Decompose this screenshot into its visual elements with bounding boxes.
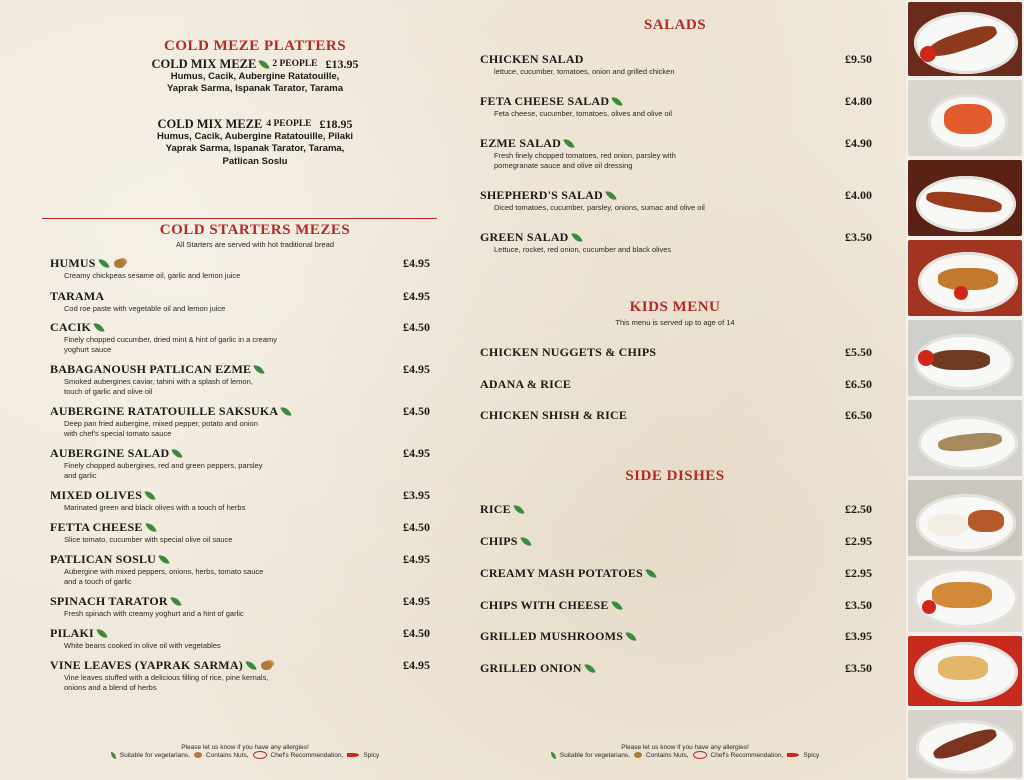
menu-item-price: £4.50: [403, 626, 430, 640]
menu-item-name: CHICKEN SHISH & RICE: [480, 408, 628, 422]
side-dishes-heading: SIDE DISHES: [625, 468, 725, 484]
menu-item: [480, 377, 810, 392]
leaf-icon: [144, 489, 155, 502]
legend-nuts: Contains Nuts,: [205, 751, 249, 759]
menu-item-description: Vine leaves stuffed with a delicious filling of rice, pine kernals,: [64, 673, 269, 682]
menu-item: [480, 629, 810, 644]
leaf-icon: [584, 662, 595, 675]
menu-item-name: TARAMA: [50, 289, 105, 303]
menu-item: [480, 534, 810, 549]
menu-item-name: FETTA CHEESE: [50, 520, 143, 534]
menu-item-row: [480, 136, 810, 151]
food-photo: [908, 480, 1022, 556]
cold-starters-heading: COLD STARTERS MEZES: [159, 222, 351, 238]
menu-item-name: GRILLED ONION: [480, 661, 582, 675]
nuts-icon: [261, 661, 272, 670]
menu-item-price: £4.90: [845, 136, 872, 150]
legend-right: [520, 744, 850, 759]
leaf-icon: [96, 627, 107, 640]
menu-item-price: £3.95: [403, 488, 430, 502]
chili-icon: [347, 753, 359, 757]
leaf-icon: [605, 189, 616, 202]
leaf-icon: [245, 659, 256, 672]
menu-item-name: CACIK: [50, 320, 92, 334]
menu-item-price: £4.95: [403, 594, 430, 608]
menu-item-price: £2.50: [845, 502, 872, 516]
menu-item-description: Finely chopped aubergines, red and green peppers, parsley: [64, 461, 263, 470]
platter-contents: Patlican Soslu: [222, 155, 288, 167]
legend-left: [80, 744, 410, 759]
menu-item-row: [480, 408, 810, 423]
cold-starters-note: All Starters are served with hot traditional bread: [176, 240, 334, 249]
menu-item: [50, 446, 380, 480]
menu-item-row: [50, 289, 380, 304]
platter-contents: Yaprak Sarma, Ispanak Tarator, Tarama,: [165, 143, 345, 154]
menu-item-name: CHIPS: [480, 534, 518, 548]
menu-item-row: [50, 520, 380, 535]
menu-item: [50, 488, 380, 513]
menu-item-name: ADANA & RICE: [480, 377, 572, 391]
leaf-icon: [611, 599, 622, 612]
nuts-icon: [194, 752, 202, 758]
menu-item-name: HUMUS: [50, 256, 96, 270]
legend-vegetarian: Suitable for vegetarians,: [119, 751, 190, 759]
menu-item-name: PATLICAN SOSLU: [50, 552, 157, 566]
menu-item-description: Diced tomatoes, cucumber, parsley, onions, sumac and olive oil: [494, 203, 705, 212]
platter-count: 4 PEOPLE: [266, 119, 312, 129]
cold-meze-platters-heading: COLD MEZE PLATTERS: [163, 38, 347, 54]
legend-spicy: Spicy: [363, 751, 380, 759]
menu-item: [480, 94, 810, 119]
menu-item: [50, 289, 380, 314]
allergy-note: Please let us know if you have any allergies!: [621, 744, 749, 751]
platter-contents: Yaprak Sarma, Ispanak Tarator, Tarama: [166, 83, 344, 94]
food-photo: [908, 320, 1022, 396]
menu-item-price: £3.50: [845, 598, 872, 612]
menu-item: [480, 408, 810, 423]
leaf-icon: [520, 535, 531, 548]
platter-2-people: [120, 58, 390, 96]
menu-item: [50, 552, 380, 586]
nuts-icon: [114, 259, 125, 268]
menu-item-row: [480, 534, 810, 549]
menu-item-name: BABAGANOUSH PATLICAN EZME: [50, 362, 252, 376]
menu-item-row: [50, 594, 380, 609]
platter-title: COLD MIX MEZE: [151, 57, 257, 71]
menu-item-description: Smoked aubergines caviar, tahini with a splash of lemon,: [64, 377, 253, 386]
menu-item: [480, 345, 810, 360]
menu-item: [50, 658, 380, 692]
menu-item-row: [480, 598, 810, 613]
leaf-icon: [254, 363, 265, 376]
platter-4-people: [110, 118, 400, 168]
platter-price: £18.95: [319, 117, 353, 131]
menu-item-description: Fresh finely chopped tomatoes, red onion, parsley with: [494, 151, 676, 160]
menu-item-price: £5.50: [845, 345, 872, 359]
leaf-icon: [259, 58, 270, 71]
menu-item-price: £6.50: [845, 377, 872, 391]
menu-item-description: Deep pan fried aubergine, mixed pepper, potato and onion: [64, 419, 258, 428]
food-photo: [908, 240, 1022, 316]
menu-item-description: and a touch of garlic: [64, 576, 132, 586]
food-photo: [908, 400, 1022, 476]
menu-item: [50, 520, 380, 545]
menu-item-row: [50, 320, 380, 335]
menu-item-row: [50, 404, 380, 419]
menu-item: [50, 256, 380, 281]
menu-item-name: GREEN SALAD: [480, 230, 569, 244]
menu-item: [480, 230, 810, 255]
menu-item-description: onions and a blend of herbs: [64, 682, 157, 692]
menu-item-name: PILAKI: [50, 626, 94, 640]
food-photo: [908, 160, 1022, 236]
menu-item-name: CHICKEN NUGGETS & CHIPS: [480, 345, 657, 359]
menu-item-name: RICE: [480, 502, 511, 516]
menu-item: [480, 566, 810, 581]
platter-title: COLD MIX MEZE: [157, 117, 263, 131]
legend-vegetarian: Suitable for vegetarians,: [559, 751, 630, 759]
platter-price: £13.95: [325, 57, 359, 71]
menu-item-name: AUBERGINE SALAD: [50, 446, 170, 460]
leaf-icon: [170, 595, 181, 608]
menu-item-description: Feta cheese, cucumber, tomatoes, olives and olive oil: [494, 109, 673, 118]
menu-item-name: SHEPHERD'S SALAD: [480, 188, 603, 202]
menu-item-price: £4.95: [403, 446, 430, 460]
menu-item-price: £4.95: [403, 552, 430, 566]
menu-item-row: [480, 230, 810, 245]
menu-item-row: [50, 626, 380, 641]
food-photo-strip: [906, 0, 1024, 780]
leaf-icon: [563, 137, 574, 150]
menu-item-price: £9.50: [845, 52, 872, 66]
leaf-icon: [645, 567, 656, 580]
chef-recommendation-icon: [693, 751, 707, 759]
leaf-icon: [281, 405, 292, 418]
menu-item-name: FETA CHEESE SALAD: [480, 94, 610, 108]
food-photo: [908, 560, 1022, 632]
leaf-icon: [172, 447, 183, 460]
menu-item-name: CREAMY MASH POTATOES: [480, 566, 643, 580]
menu-item-price: £4.50: [403, 320, 430, 334]
menu-item-description: Cod roe paste with vegetable oil and lemon juice: [64, 304, 226, 313]
menu-item-description: yoghurt sauce: [64, 344, 112, 354]
menu-item-price: £4.95: [403, 289, 430, 303]
leaf-icon: [145, 521, 156, 534]
menu-item-description: and garlic: [64, 470, 97, 480]
platter-count: 2 PEOPLE: [272, 59, 318, 69]
menu-item: [50, 320, 380, 354]
menu-item: [480, 136, 810, 170]
section-divider: [42, 218, 437, 219]
menu-item-price: £4.50: [403, 520, 430, 534]
kids-menu-heading: KIDS MENU: [629, 299, 721, 315]
menu-item-description: lettuce, cucumber, tomatoes, onion and grilled chicken: [494, 67, 675, 76]
chef-recommendation-icon: [253, 751, 267, 759]
menu-item-row: [480, 566, 810, 581]
menu-item-name: SPINACH TARATOR: [50, 594, 168, 608]
menu-item-description: pomegranate sauce and olive oil dressing: [494, 160, 633, 170]
menu-item-description: Aubergine with mixed peppers, onions, herbs, tomato sauce: [64, 567, 264, 576]
menu-item-description: Lettuce, rocket, red onion, cucumber and black olives: [494, 245, 672, 254]
menu-item-row: [50, 362, 380, 377]
menu-item: [480, 502, 810, 517]
menu-item-price: £3.50: [845, 661, 872, 675]
menu-item: [480, 598, 810, 613]
leaf-icon: [98, 257, 109, 270]
chili-icon: [787, 753, 799, 757]
nuts-icon: [634, 752, 642, 758]
menu-item-name: AUBERGINE RATATOUILLE SAKSUKA: [50, 404, 279, 418]
platter-contents: Humus, Cacik, Aubergine Ratatouille, Pilaki: [156, 130, 354, 142]
menu-item-row: [480, 52, 810, 67]
leaf-icon: [513, 503, 524, 516]
menu-item-price: £4.80: [845, 94, 872, 108]
food-photo: [908, 710, 1022, 778]
leaf-icon: [158, 553, 169, 566]
menu-item-description: Finely chopped cucumber, dried mint & hint of garlic in a creamy: [64, 335, 278, 344]
menu-item: [480, 661, 810, 676]
menu-item: [50, 404, 380, 438]
leaf-icon: [612, 95, 623, 108]
food-photo: [908, 2, 1022, 76]
menu-item-price: £4.95: [403, 256, 430, 270]
legend-chef: Chef's Recommendation,: [710, 751, 784, 759]
menu-item-description: White beans cooked in olive oil with vegetables: [64, 641, 221, 650]
menu-item-row: [480, 188, 810, 203]
legend-spicy: Spicy: [803, 751, 820, 759]
leaf-icon: [551, 752, 556, 759]
menu-item: [50, 362, 380, 396]
menu-item-row: [50, 488, 380, 503]
allergy-note: Please let us know if you have any allergies!: [181, 744, 309, 751]
menu-item-description: with chef's special tomato sauce: [64, 428, 172, 438]
platter-contents: Humus, Cacik, Aubergine Ratatouille,: [170, 70, 340, 82]
menu-item-price: £4.50: [403, 404, 430, 418]
menu-item-name: MIXED OLIVES: [50, 488, 143, 502]
menu-item: [50, 626, 380, 651]
leaf-icon: [93, 321, 104, 334]
menu-item-row: [480, 661, 810, 676]
food-photo: [908, 80, 1022, 156]
menu-item-name: GRILLED MUSHROOMS: [480, 629, 624, 643]
menu-item-description: Marinated green and black olives with a touch of herbs: [64, 503, 246, 512]
menu-item-description: Fresh spinach with creamy yoghurt and a hint of garlic: [64, 609, 244, 618]
menu-item-row: [480, 629, 810, 644]
menu-item-row: [50, 446, 380, 461]
menu-item-row: [480, 502, 810, 517]
menu-item-price: £2.95: [845, 566, 872, 580]
menu-item-description: touch of garlic and olive oil: [64, 386, 153, 396]
menu-item-row: [480, 94, 810, 109]
leaf-icon: [111, 752, 116, 759]
leaf-icon: [625, 630, 636, 643]
menu-item: [50, 594, 380, 619]
legend-chef: Chef's Recommendation,: [270, 751, 344, 759]
menu-item-description: Slice tomato, cucumber with special olive oil sauce: [64, 535, 233, 544]
menu-item-price: £4.95: [403, 658, 430, 672]
menu-item-name: VINE LEAVES (YAPRAK SARMA): [50, 658, 243, 672]
menu-item-price: £4.95: [403, 362, 430, 376]
menu-item-row: [50, 658, 380, 673]
menu-item-row: [50, 256, 380, 271]
food-photo: [908, 636, 1022, 706]
menu-item-price: £6.50: [845, 408, 872, 422]
menu-item-name: EZME SALAD: [480, 136, 562, 150]
menu-item-row: [480, 377, 810, 392]
menu-item: [480, 188, 810, 213]
menu-item-name: CHICKEN SALAD: [480, 52, 584, 66]
menu-item-row: [50, 552, 380, 567]
menu-item-price: £3.95: [845, 629, 872, 643]
menu-item-price: £2.95: [845, 534, 872, 548]
legend-nuts: Contains Nuts,: [645, 751, 689, 759]
menu-item-name: CHIPS WITH CHEESE: [480, 598, 609, 612]
menu-item-description: Creamy chickpeas sesame oil, garlic and lemon juice: [64, 271, 241, 280]
menu-item-price: £4.00: [845, 188, 872, 202]
menu-item: [480, 52, 810, 77]
menu-item-price: £3.50: [845, 230, 872, 244]
leaf-icon: [571, 231, 582, 244]
salads-heading: SALADS: [643, 17, 707, 33]
menu-item-row: [480, 345, 810, 360]
kids-menu-note: This menu is served up to age of 14: [615, 318, 735, 327]
